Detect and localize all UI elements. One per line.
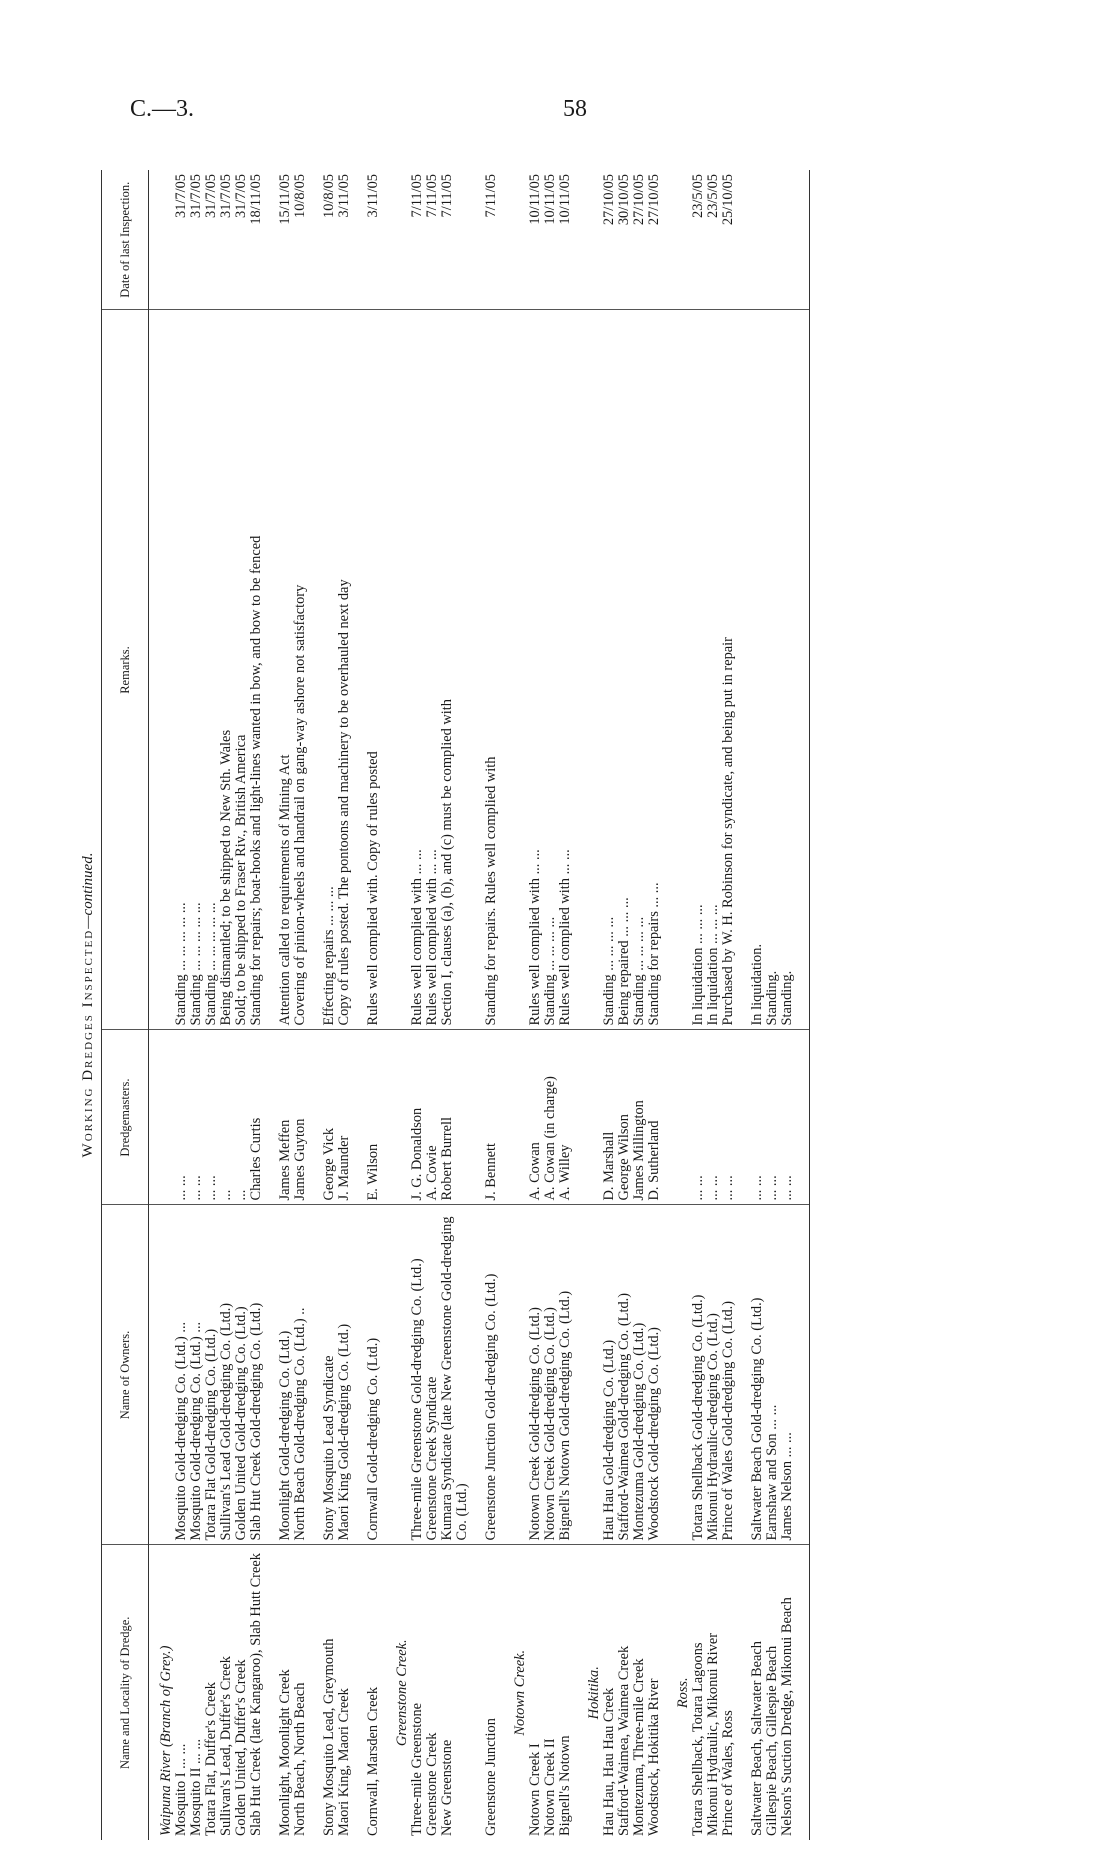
remarks: Effecting repairs ... ... ... xyxy=(308,310,337,1030)
remarks: Copy of rules posted. The pontoons and machinery to be overhauled next day xyxy=(337,310,352,1030)
section-heading-notown: Notown Creek. xyxy=(512,1649,528,1736)
inspection-date xyxy=(765,170,780,310)
table-row xyxy=(647,170,662,1840)
owner-name: Sullivan's Lead Gold-dredging Co. (Ltd.) xyxy=(219,1205,234,1545)
remarks: Standing. xyxy=(780,310,810,1030)
section-row xyxy=(499,170,528,1840)
remarks: Standing ... ... ... ... ... xyxy=(189,310,204,1030)
section-heading-greenstone: Greenstone Creek. xyxy=(394,1639,410,1747)
dredgemaster: A. Cowie xyxy=(425,1030,440,1205)
table-row xyxy=(706,170,721,1840)
inspection-date: 10/8/05 xyxy=(293,170,308,310)
rotated-table-page xyxy=(75,170,1070,1840)
table-row xyxy=(234,170,249,1840)
owner-name: James Nelson ... ... xyxy=(780,1205,810,1545)
dredgemaster: George Wilson xyxy=(617,1030,632,1205)
dredgemaster: J. Maunder xyxy=(337,1030,352,1205)
dredge-name: Totara Flat, Duffer's Creek xyxy=(203,1682,219,1836)
dredge-name: Montezuma, Three-mile Creek xyxy=(631,1658,647,1836)
remarks: Rules well complied with. Copy of rules posted xyxy=(352,310,381,1030)
remarks: Standing ... ... ... ... ... xyxy=(174,310,189,1030)
owner-name: Notown Creek Gold-dredging Co. (Ltd.) xyxy=(528,1205,543,1545)
inspection-date: 7/11/05 xyxy=(440,170,470,310)
dredge-name: Hau Hau, Hau Hau Creek xyxy=(601,1687,617,1836)
dredge-name: Mosquito I ... ... xyxy=(173,1743,189,1836)
col-header-dredgemasters: Dredgemasters. xyxy=(102,1030,149,1205)
dredge-name: Gillespie Beach, Gillespie Beach xyxy=(764,1645,780,1836)
table-row xyxy=(736,170,765,1840)
inspection-date: 30/10/05 xyxy=(617,170,632,310)
remarks: In liquidation. xyxy=(736,310,765,1030)
table-row xyxy=(617,170,632,1840)
section-heading-waipuna: Waipuna River (Branch of Grey.) xyxy=(158,1645,174,1836)
dredgemaster: A. Cowan xyxy=(528,1030,543,1205)
owner-name: North Beach Gold-dredging Co. (Ltd.) .. xyxy=(293,1205,308,1545)
dredgemaster: J. G. Donaldson xyxy=(410,1030,425,1205)
remarks: Section I, clauses (a), (b), and (c) must be complied with xyxy=(440,310,470,1030)
dredge-name: Nelson's Suction Dredge, Mikonui Beach xyxy=(780,1545,810,1840)
remarks: Standing for repairs; boat-hooks and light-lines wanted in bow, and bow to be fenced xyxy=(249,310,264,1030)
dredge-name: Bignell's Notown xyxy=(557,1735,573,1836)
dredgemaster: ... xyxy=(219,1030,234,1205)
dredge-name: Stony Mosquito Lead, Greymouth xyxy=(321,1638,337,1836)
remarks: Standing for repairs. Rules well complied with xyxy=(470,310,499,1030)
dredgemaster: Charles Curtis xyxy=(249,1030,264,1205)
dredge-name: Golden United, Duffer's Creek xyxy=(233,1659,249,1836)
dredge-name: New Greenstone xyxy=(439,1739,455,1836)
dredgemaster: D. Marshall xyxy=(602,1030,617,1205)
dredge-name: Greenstone Creek xyxy=(424,1732,440,1836)
dredge-name: Cornwall, Marsden Creek xyxy=(365,1686,381,1836)
dredge-name: Totara Shellback, Totara Lagoons xyxy=(690,1642,706,1836)
dredgemaster: ... ... xyxy=(780,1030,810,1205)
dredgemaster: ... ... xyxy=(691,1030,706,1205)
dredge-name: Three-mile Greenstone xyxy=(409,1702,425,1836)
inspection-date: 27/10/05 xyxy=(632,170,647,310)
owner-name: Three-mile Greenstone Gold-dredging Co. (Ltd.) xyxy=(410,1205,425,1545)
inspection-date xyxy=(780,170,810,310)
owner-name: Golden United Gold-dredging Co. (Ltd.) xyxy=(234,1205,249,1545)
owner-name: Maori King Gold-dredging Co. (Ltd.) xyxy=(337,1205,352,1545)
dredgemaster: A. Willey xyxy=(558,1030,573,1205)
inspection-date: 7/11/05 xyxy=(425,170,440,310)
owner-name: Woodstock Gold-dredging Co. (Ltd.) xyxy=(647,1205,662,1545)
owner-name: Greenstone Creek Syndicate xyxy=(425,1205,440,1545)
owner-name: Prince of Wales Gold-dredging Co. (Ltd.) xyxy=(721,1205,736,1545)
dredges-table xyxy=(101,170,810,1840)
table-row xyxy=(410,170,425,1840)
owner-name: Slab Hut Creek Gold-dredging Co. (Ltd.) xyxy=(249,1205,264,1545)
section-heading-hokitika: Hokitika. xyxy=(586,1666,602,1720)
remarks: Standing ... ... ... ... ... xyxy=(204,310,219,1030)
owner-name: Kumara Syndicate (late New Greenstone Gold-dredging Co. (Ltd.) xyxy=(440,1205,470,1545)
dredge-name: Stafford-Waimea, Waimea Creek xyxy=(616,1645,632,1836)
dredgemaster: ... ... xyxy=(706,1030,721,1205)
remarks: Sold; to be shipped to Fraser Riv., British America xyxy=(234,310,249,1030)
section-row xyxy=(662,170,691,1840)
owner-name: Montezuma Gold-dredging Co. (Ltd.) xyxy=(632,1205,647,1545)
dredge-name: Maori King, Maori Creek xyxy=(336,1688,352,1836)
dredgemaster: George Vick xyxy=(308,1030,337,1205)
dredge-name: Mikonui Hydraulic, Mikonui River xyxy=(705,1632,721,1836)
table-title xyxy=(75,170,101,1840)
section-row xyxy=(381,170,410,1840)
inspection-date: 23/5/05 xyxy=(691,170,706,310)
table-header-row xyxy=(102,170,149,1840)
dredge-name: Prince of Wales, Ross xyxy=(720,1710,736,1836)
owner-name: Earnshaw and Son ... ... xyxy=(765,1205,780,1545)
dredge-name: Moonlight, Moonlight Creek xyxy=(277,1669,293,1836)
dredgemaster: ... ... xyxy=(721,1030,736,1205)
inspection-date: 10/11/05 xyxy=(528,170,543,310)
inspection-date: 10/8/05 xyxy=(308,170,337,310)
remarks: Being dismantled; to be shipped to New Sth. Wales xyxy=(219,310,234,1030)
remarks: Rules well complied with ... ... xyxy=(410,310,425,1030)
remarks: In liquidation ... ... ... xyxy=(691,310,706,1030)
owner-name: Mikonui Hydraulic-dredging Co. (Ltd.) xyxy=(706,1205,721,1545)
remarks: Standing ... ... ... ... xyxy=(632,310,647,1030)
col-header-remarks: Remarks. xyxy=(102,310,149,1030)
owner-name: Saltwater Beach Gold-dredging Co. (Ltd.) xyxy=(736,1205,765,1545)
owner-name: Notown Creek Gold-dredging Co. (Ltd.) xyxy=(543,1205,558,1545)
inspection-date: 31/7/05 xyxy=(219,170,234,310)
dredgemaster: D. Sutherland xyxy=(647,1030,662,1205)
dredge-name: North Beach, North Beach xyxy=(292,1682,308,1836)
remarks: Standing. xyxy=(765,310,780,1030)
table-row xyxy=(219,170,234,1840)
owner-name: Stony Mosquito Lead Syndicate xyxy=(308,1205,337,1545)
dredgemaster: James Millington xyxy=(632,1030,647,1205)
dredgemaster: A. Cowan (in charge) xyxy=(543,1030,558,1205)
table-row xyxy=(308,170,337,1840)
remarks: Attention called to requirements of Mining Act xyxy=(264,310,293,1030)
inspection-date: 31/7/05 xyxy=(189,170,204,310)
table-title-continued: —continued. xyxy=(80,852,96,929)
remarks: Being repaired ... ... ... xyxy=(617,310,632,1030)
dredge-name: Saltwater Beach, Saltwater Beach xyxy=(749,1641,765,1836)
owner-name: Mosquito Gold-dredging Co. (Ltd.) ... xyxy=(174,1205,189,1545)
dredgemaster: E. Wilson xyxy=(352,1030,381,1205)
table-row xyxy=(470,170,499,1840)
remarks: Rules well complied with ... ... xyxy=(528,310,543,1030)
dredge-name: Greenstone Junction xyxy=(483,1718,499,1836)
remarks: Standing ... ... ... ... xyxy=(543,310,558,1030)
owner-name: Totara Shellback Gold-dredging Co. (Ltd.) xyxy=(691,1205,706,1545)
inspection-date: 23/5/05 xyxy=(706,170,721,310)
table-row xyxy=(440,170,470,1840)
inspection-date: 3/11/05 xyxy=(337,170,352,310)
table-row xyxy=(352,170,381,1840)
table-row xyxy=(174,170,189,1840)
table-row xyxy=(528,170,543,1840)
dredgemaster: ... xyxy=(234,1030,249,1205)
table-row xyxy=(780,170,810,1840)
owner-name: Moonlight Gold-dredging Co. (Ltd.) xyxy=(264,1205,293,1545)
inspection-date: 7/11/05 xyxy=(470,170,499,310)
inspection-date: 15/11/05 xyxy=(264,170,293,310)
remarks: Rules well complied with ... ... xyxy=(558,310,573,1030)
table-row xyxy=(721,170,736,1840)
dredgemaster: ... ... xyxy=(189,1030,204,1205)
owner-name: Mosquito Gold-dredging Co. (Ltd.) ... xyxy=(189,1205,204,1545)
dredgemaster: ... ... xyxy=(204,1030,219,1205)
doc-reference: C.—3. xyxy=(130,96,195,122)
table-row xyxy=(602,170,617,1840)
table-row xyxy=(425,170,440,1840)
col-header-dredge: Name and Locality of Dredge. xyxy=(102,1545,149,1840)
section-heading-ross: Ross. xyxy=(675,1677,691,1709)
table-row xyxy=(293,170,308,1840)
inspection-date: 31/7/05 xyxy=(234,170,249,310)
owner-name: Bignell's Notown Gold-dredging Co. (Ltd.) xyxy=(558,1205,573,1545)
table-row xyxy=(543,170,558,1840)
table-row xyxy=(249,170,264,1840)
dredgemaster: James Meffen xyxy=(264,1030,293,1205)
dredgemaster: James Guyton xyxy=(293,1030,308,1205)
dredgemaster: J. Bennett xyxy=(470,1030,499,1205)
inspection-date: 31/7/05 xyxy=(174,170,189,310)
remarks: Covering of pinion-wheels and handrail on gang-way ashore not satisfactory xyxy=(293,310,308,1030)
col-header-date: Date of last Inspection. xyxy=(102,170,149,310)
dredge-name: Sullivan's Lead, Duffer's Creek xyxy=(218,1656,234,1836)
owner-name: Hau Hau Gold-dredging Co. (Ltd.) xyxy=(602,1205,617,1545)
remarks: In liquidation ... ... ... xyxy=(706,310,721,1030)
section-row xyxy=(149,170,175,1840)
dredgemaster: ... ... xyxy=(736,1030,765,1205)
table-row xyxy=(264,170,293,1840)
dredge-name: Slab Hut Creek (late Kangaroo), Slab Hutt Creek xyxy=(248,1553,264,1836)
table-title-main: Working Dredges Inspected xyxy=(80,928,96,1158)
table-row xyxy=(204,170,219,1840)
owner-name: Stafford-Waimea Gold-dredging Co. (Ltd.) xyxy=(617,1205,632,1545)
remarks: Purchased by W. H. Robinson for syndicate, and being put in repair xyxy=(721,310,736,1030)
page-number: 58 xyxy=(563,96,587,122)
inspection-date: 25/10/05 xyxy=(721,170,736,310)
col-header-owners: Name of Owners. xyxy=(102,1205,149,1545)
dredge-name: Woodstock, Hokitika River xyxy=(646,1678,662,1836)
table-row xyxy=(189,170,204,1840)
owner-name: Greenstone Junction Gold-dredging Co. (Ltd.) xyxy=(470,1205,499,1545)
inspection-date: 18/11/05 xyxy=(249,170,264,310)
remarks: Rules well complied with ... ... xyxy=(425,310,440,1030)
remarks: Standing for repairs ... ... xyxy=(647,310,662,1030)
inspection-date: 31/7/05 xyxy=(204,170,219,310)
dredgemaster: Robert Burrell xyxy=(440,1030,470,1205)
owner-name: Totara Flat Gold-dredging Co. (Ltd.) xyxy=(204,1205,219,1545)
table-row xyxy=(691,170,706,1840)
table-row xyxy=(337,170,352,1840)
dredgemaster: ... ... xyxy=(765,1030,780,1205)
inspection-date xyxy=(736,170,765,310)
remarks: Standing ... ... ... ... xyxy=(602,310,617,1030)
inspection-date: 27/10/05 xyxy=(647,170,662,310)
dredge-name: Notown Creek I xyxy=(527,1743,543,1836)
section-row xyxy=(573,170,602,1840)
inspection-date: 7/11/05 xyxy=(410,170,425,310)
dredge-name: Notown Creek II xyxy=(542,1738,558,1836)
dredgemaster: ... ... xyxy=(174,1030,189,1205)
table-row xyxy=(558,170,573,1840)
inspection-date: 3/11/05 xyxy=(352,170,381,310)
inspection-date: 27/10/05 xyxy=(602,170,617,310)
table-row xyxy=(632,170,647,1840)
inspection-date: 10/11/05 xyxy=(558,170,573,310)
table-row xyxy=(765,170,780,1840)
dredge-name: Mosquito II ... ... xyxy=(188,1738,204,1836)
owner-name: Cornwall Gold-dredging Co. (Ltd.) xyxy=(352,1205,381,1545)
inspection-date: 10/11/05 xyxy=(543,170,558,310)
